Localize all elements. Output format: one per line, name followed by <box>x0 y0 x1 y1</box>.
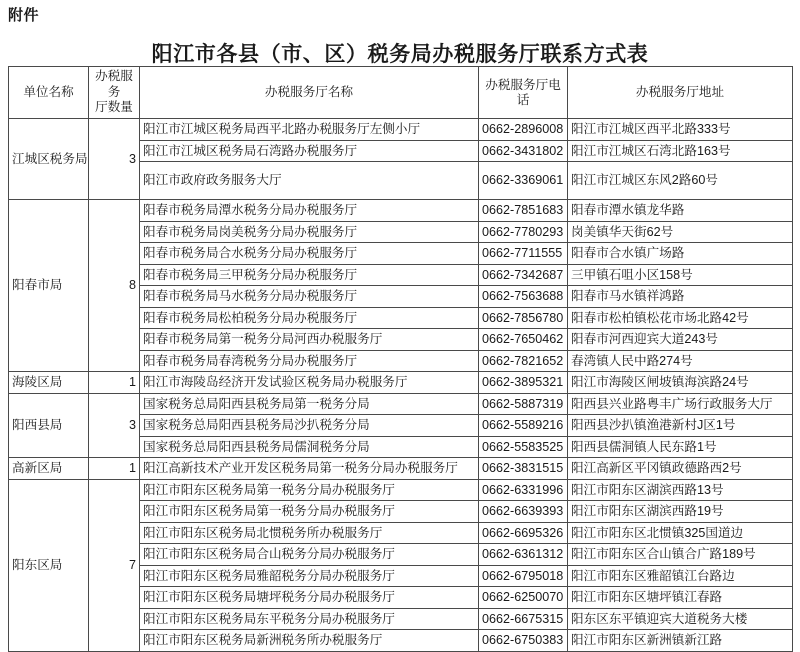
cell-hall-name: 阳江市阳东区税务局新洲税务所办税服务厅 <box>140 630 479 652</box>
cell-hall-address: 阳江市海陵区闸坡镇海滨路24号 <box>568 372 793 394</box>
cell-hall-address: 阳江市阳东区塘坪镇江春路 <box>568 587 793 609</box>
cell-hall-name: 阳春市税务局岗美税务分局办税服务厅 <box>140 221 479 243</box>
cell-hall-address: 阳江市江城区石湾北路163号 <box>568 140 793 162</box>
cell-hall-count: 1 <box>89 458 140 480</box>
cell-hall-name: 阳江市阳东区税务局第一税务分局办税服务厅 <box>140 479 479 501</box>
table-row <box>9 479 793 501</box>
cell-hall-address: 阳江市阳东区北惯镇325国道边 <box>568 522 793 544</box>
cell-hall-phone: 0662-6639393 <box>479 501 568 523</box>
column-header-phone: 办税服务厅电话 <box>479 67 568 119</box>
cell-hall-name: 阳春市税务局第一税务分局河西办税服务厅 <box>140 329 479 351</box>
cell-hall-phone: 0662-6695326 <box>479 522 568 544</box>
cell-hall-name: 阳春市税务局三甲税务分局办税服务厅 <box>140 264 479 286</box>
cell-hall-phone: 0662-6331996 <box>479 479 568 501</box>
cell-hall-name: 阳江市阳东区税务局北惯税务所办税服务厅 <box>140 522 479 544</box>
cell-hall-address: 阳春市合水镇广场路 <box>568 243 793 265</box>
cell-hall-name: 阳江市江城区税务局石湾路办税服务厅 <box>140 140 479 162</box>
cell-hall-phone: 0662-3831515 <box>479 458 568 480</box>
cell-unit-name: 海陵区局 <box>9 372 89 394</box>
cell-hall-phone: 0662-7780293 <box>479 221 568 243</box>
cell-hall-phone: 0662-3895321 <box>479 372 568 394</box>
cell-hall-address: 阳江市阳东区雅韶镇江台路边 <box>568 565 793 587</box>
cell-hall-address: 阳春市马水镇祥鸿路 <box>568 286 793 308</box>
cell-hall-phone: 0662-5589216 <box>479 415 568 437</box>
cell-hall-address: 阳春市河西迎宾大道243号 <box>568 329 793 351</box>
cell-hall-phone: 0662-7821652 <box>479 350 568 372</box>
cell-hall-phone: 0662-6250070 <box>479 587 568 609</box>
cell-hall-address: 阳江市阳东区新洲镇新江路 <box>568 630 793 652</box>
page-title: 阳江市各县（市、区）税务局办税服务厅联系方式表 <box>151 42 649 66</box>
cell-unit-name: 江城区税务局 <box>9 119 89 200</box>
cell-hall-phone: 0662-6675315 <box>479 608 568 630</box>
cell-hall-name: 国家税务总局阳西县税务局第一税务分局 <box>140 393 479 415</box>
column-header-count <box>89 67 140 119</box>
cell-hall-name: 阳江市江城区税务局西平北路办税服务厅左侧小厅 <box>140 119 479 141</box>
cell-hall-name: 阳春市税务局春湾税务分局办税服务厅 <box>140 350 479 372</box>
table-row <box>9 200 793 222</box>
column-header-count-line2: 厅数量 <box>95 100 133 115</box>
cell-hall-count: 7 <box>89 479 140 651</box>
cell-hall-count: 8 <box>89 200 140 372</box>
table-body <box>9 119 793 652</box>
table-row <box>9 119 793 141</box>
cell-hall-address: 阳春市松柏镇松花市场北路42号 <box>568 307 793 329</box>
cell-hall-address: 阳西县沙扒镇渔港新村J区1号 <box>568 415 793 437</box>
cell-hall-name: 阳江市阳东区税务局塘坪税务分局办税服务厅 <box>140 587 479 609</box>
cell-hall-name: 国家税务总局阳西县税务局儒洞税务分局 <box>140 436 479 458</box>
cell-hall-phone: 0662-7711555 <box>479 243 568 265</box>
cell-hall-address: 阳春市潭水镇龙华路 <box>568 200 793 222</box>
cell-hall-phone: 0662-7851683 <box>479 200 568 222</box>
cell-hall-name: 阳江高新技术产业开发区税务局第一税务分局办税服务厅 <box>140 458 479 480</box>
cell-hall-count: 3 <box>89 393 140 458</box>
cell-hall-count: 1 <box>89 372 140 394</box>
cell-hall-phone: 0662-2896008 <box>479 119 568 141</box>
cell-hall-name: 国家税务总局阳西县税务局沙扒税务分局 <box>140 415 479 437</box>
cell-hall-address: 春湾镇人民中路274号 <box>568 350 793 372</box>
table-row <box>9 458 793 480</box>
column-header-addr: 办税服务厅地址 <box>568 67 793 119</box>
cell-hall-name: 阳江市政府政务服务大厅 <box>140 162 479 200</box>
cell-hall-phone: 0662-6750383 <box>479 630 568 652</box>
cell-hall-name: 阳江市阳东区税务局合山税务分局办税服务厅 <box>140 544 479 566</box>
cell-hall-address: 阳江市江城区西平北路333号 <box>568 119 793 141</box>
contact-table <box>8 66 793 652</box>
cell-hall-count: 3 <box>89 119 140 200</box>
cell-unit-name: 高新区局 <box>9 458 89 480</box>
column-header-unit: 单位名称 <box>9 67 89 119</box>
cell-hall-phone: 0662-5583525 <box>479 436 568 458</box>
cell-hall-name: 阳春市税务局合水税务分局办税服务厅 <box>140 243 479 265</box>
column-header-count-line1: 办税服务 <box>95 69 133 99</box>
cell-hall-name: 阳春市税务局松柏税务分局办税服务厅 <box>140 307 479 329</box>
table-row <box>9 393 793 415</box>
table-container <box>8 66 792 652</box>
cell-hall-name: 阳江市阳东区税务局雅韶税务分局办税服务厅 <box>140 565 479 587</box>
column-header-name: 办税服务厅名称 <box>140 67 479 119</box>
cell-hall-address: 阳江市阳东区湖滨西路19号 <box>568 501 793 523</box>
table-row <box>9 372 793 394</box>
table-header-row <box>9 67 793 119</box>
cell-hall-phone: 0662-6361312 <box>479 544 568 566</box>
cell-unit-name: 阳西县局 <box>9 393 89 458</box>
cell-hall-address: 阳西县兴业路粤丰广场行政服务大厅 <box>568 393 793 415</box>
cell-hall-phone: 0662-7563688 <box>479 286 568 308</box>
cell-unit-name: 阳东区局 <box>9 479 89 651</box>
cell-hall-address: 岗美镇华天街62号 <box>568 221 793 243</box>
cell-hall-phone: 0662-7650462 <box>479 329 568 351</box>
cell-hall-address: 阳江高新区平冈镇政德路西2号 <box>568 458 793 480</box>
cell-hall-name: 阳春市税务局潭水税务分局办税服务厅 <box>140 200 479 222</box>
cell-hall-name: 阳江市阳东区税务局东平税务分局办税服务厅 <box>140 608 479 630</box>
cell-hall-phone: 0662-3369061 <box>479 162 568 200</box>
cell-hall-name: 阳江市阳东区税务局第一税务分局办税服务厅 <box>140 501 479 523</box>
cell-unit-name: 阳春市局 <box>9 200 89 372</box>
cell-hall-phone: 0662-7856780 <box>479 307 568 329</box>
attachment-label: 附件 <box>8 7 40 24</box>
cell-hall-address: 阳江市阳东区合山镇合广路189号 <box>568 544 793 566</box>
table-header <box>9 67 793 119</box>
cell-hall-phone: 0662-6795018 <box>479 565 568 587</box>
cell-hall-address: 阳东区东平镇迎宾大道税务大楼 <box>568 608 793 630</box>
cell-hall-address: 三甲镇石咀小区158号 <box>568 264 793 286</box>
cell-hall-address: 阳江市阳东区湖滨西路13号 <box>568 479 793 501</box>
cell-hall-name: 阳江市海陵岛经济开发试验区税务局办税服务厅 <box>140 372 479 394</box>
cell-hall-phone: 0662-7342687 <box>479 264 568 286</box>
cell-hall-name: 阳春市税务局马水税务分局办税服务厅 <box>140 286 479 308</box>
cell-hall-phone: 0662-3431802 <box>479 140 568 162</box>
cell-hall-phone: 0662-5887319 <box>479 393 568 415</box>
cell-hall-address: 阳西县儒洞镇人民东路1号 <box>568 436 793 458</box>
cell-hall-address: 阳江市江城区东风2路60号 <box>568 162 793 200</box>
